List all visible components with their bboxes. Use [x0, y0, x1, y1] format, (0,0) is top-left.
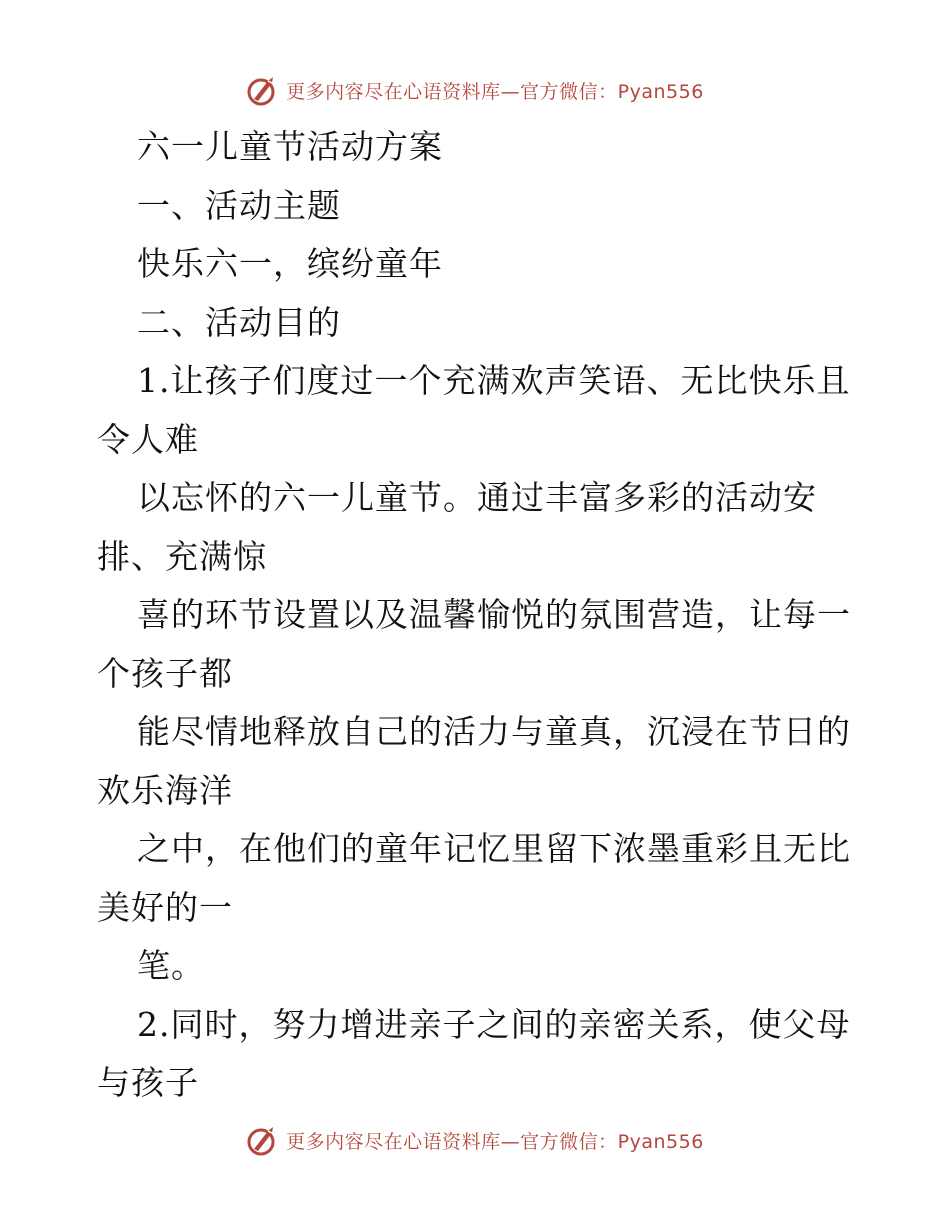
text-line: 美好的一: [97, 887, 233, 927]
text-line: 排、充满惊: [97, 536, 267, 576]
text-line: 喜的环节设置以及温馨愉悦的氛围营造，让每一: [137, 595, 851, 634]
text-line: 2.同时，努力增进亲子之间的亲密关系，使父母: [137, 1004, 851, 1044]
text-line: 能尽情地释放自己的活力与童真，沉浸在节日的: [137, 712, 851, 751]
pen-logo-icon: [246, 73, 280, 107]
text-line: 一、活动主题: [137, 185, 341, 225]
text-line: 1.让孩子们度过一个充满欢声笑语、无比快乐且: [137, 361, 851, 400]
text-line: 二、活动目的: [137, 302, 341, 342]
footer-banner: [0, 1120, 950, 1160]
text-line: 笔。: [137, 946, 205, 985]
text-line: 以忘怀的六一儿童节。通过丰富多彩的活动安: [137, 478, 817, 517]
text-line: 之中，在他们的童年记忆里留下浓墨重彩且无比: [137, 829, 851, 868]
text-line: 欢乐海洋: [97, 770, 233, 810]
text-line: 六一儿童节活动方案: [137, 127, 443, 166]
text-line: 个孩子都: [97, 653, 233, 693]
document-body: [97, 118, 857, 1113]
text-line: 令人难: [97, 419, 199, 459]
pen-logo-icon: [246, 1123, 280, 1157]
banner-text: 更多内容尽在心语资料库—官方微信：Pyan556: [286, 1130, 704, 1153]
text-line: 与孩子: [97, 1063, 199, 1102]
banner-text: 更多内容尽在心语资料库—官方微信：Pyan556: [286, 80, 704, 103]
header-banner: [0, 70, 950, 110]
text-line: 快乐六一，缤纷童年: [137, 244, 443, 283]
